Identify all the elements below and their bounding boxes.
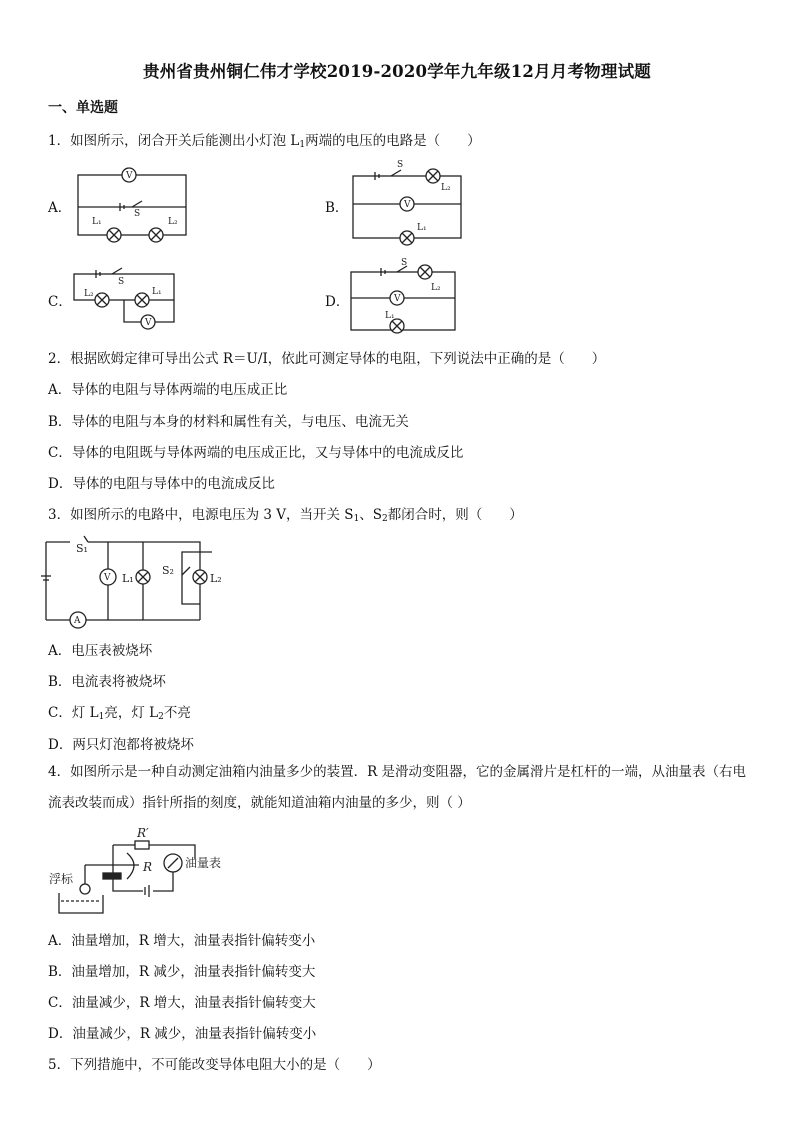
- svg-text:S₁: S₁: [76, 542, 88, 555]
- page-title: 贵州省贵州铜仁伟才学校2019-2020学年九年级12月月考物理试题: [143, 62, 651, 81]
- q1-option-c-label[interactable]: C．: [48, 294, 72, 310]
- svg-text:R: R: [143, 860, 153, 874]
- svg-text:V: V: [404, 200, 411, 210]
- svg-text:S₂: S₂: [162, 564, 174, 577]
- q1-circuit-b: [345, 158, 465, 248]
- svg-text:L₁: L₁: [417, 223, 427, 233]
- q4-option-c[interactable]: C．油量减少，R 增大，油量表指针偏转变大: [48, 995, 316, 1011]
- svg-text:S: S: [401, 258, 408, 268]
- svg-text:L₁: L₁: [92, 217, 102, 227]
- q3-option-c[interactable]: C．灯 $L_1$亮，灯 $L_2$不亮: [48, 705, 191, 722]
- q3-stem: 3．如图所示的电路中，电源电压为 3 V，当开关 $S_1$、$S_2$都闭合时，则（ ）: [48, 507, 523, 524]
- svg-text:L₂: L₂: [168, 217, 178, 227]
- q1-option-d-label[interactable]: D．: [325, 294, 350, 310]
- q1-stem: 1．如图所示，闭合开关后能测出小灯泡 $L_1$两端的电压的电路是（ ）: [48, 133, 481, 150]
- svg-text:油量表: 油量表: [185, 856, 222, 870]
- q3-option-a[interactable]: A．电压表被烧坏: [48, 643, 153, 659]
- q2-stem: 2．根据欧姆定律可导出公式 R＝U/I，依此可测定导体的电阻，下列说法中正确的是（ ）: [48, 351, 606, 367]
- svg-text:V: V: [126, 171, 133, 181]
- svg-text:S: S: [118, 277, 125, 287]
- q3-option-b[interactable]: B．电流表将被烧坏: [48, 674, 166, 690]
- q2-option-b[interactable]: B．导体的电阻与本身的材料和属性有关，与电压、电流无关: [48, 414, 409, 430]
- svg-text:S: S: [134, 209, 141, 219]
- q1-circuit-d: [345, 260, 460, 340]
- svg-text:浮标: 浮标: [49, 872, 74, 886]
- q1-option-b-label[interactable]: B．: [325, 200, 349, 216]
- svg-text:L₂: L₂: [431, 283, 441, 293]
- svg-text:R′: R′: [137, 826, 149, 840]
- q2-option-d[interactable]: D．导体的电阻与导体中的电流成反比: [48, 476, 275, 492]
- section-heading: 一、单选题: [48, 100, 118, 116]
- svg-text:L₂: L₂: [210, 572, 222, 585]
- q2-option-a[interactable]: A．导体的电阻与导体两端的电压成正比: [48, 382, 288, 398]
- svg-text:L₁: L₁: [152, 287, 162, 297]
- q4-option-d[interactable]: D．油量减少，R 减少，油量表指针偏转变小: [48, 1026, 317, 1042]
- q4-oil-gauge-diagram: [45, 823, 240, 918]
- svg-text:L₁: L₁: [122, 572, 134, 585]
- svg-text:L₂: L₂: [84, 289, 94, 299]
- q4-stem: 4．如图所示是一种自动测定油箱内油量多少的装置．R 是滑动变阻器，它的金属滑片是杠杆的一端，从油量表（右电流表改装而成）指针所指的刻度，就能知道油箱内油量的多少，则（ ）: [48, 764, 747, 811]
- q3-circuit: [40, 530, 240, 630]
- q2-option-c[interactable]: C．导体的电阻既与导体两端的电压成正比，又与导体中的电流成反比: [48, 445, 464, 461]
- q1-circuit-c: [70, 262, 180, 337]
- q3-option-d[interactable]: D．两只灯泡都将被烧坏: [48, 737, 194, 753]
- svg-text:L₂: L₂: [441, 183, 451, 193]
- q5-stem: 5．下列措施中，不可能改变导体电阻大小的是（ ）: [48, 1057, 381, 1073]
- q4-option-b[interactable]: B．油量增加，R 减少，油量表指针偏转变大: [48, 964, 316, 980]
- svg-text:S: S: [397, 160, 404, 170]
- q1-circuit-a: [72, 160, 190, 245]
- svg-text:V: V: [394, 294, 401, 304]
- q4-option-a[interactable]: A．油量增加，R 增大，油量表指针偏转变小: [48, 933, 316, 949]
- q1-option-a-label[interactable]: A．: [48, 200, 72, 216]
- svg-text:V: V: [145, 318, 152, 328]
- svg-text:V: V: [104, 573, 111, 583]
- svg-text:A: A: [74, 616, 81, 626]
- svg-text:L₁: L₁: [385, 311, 395, 321]
